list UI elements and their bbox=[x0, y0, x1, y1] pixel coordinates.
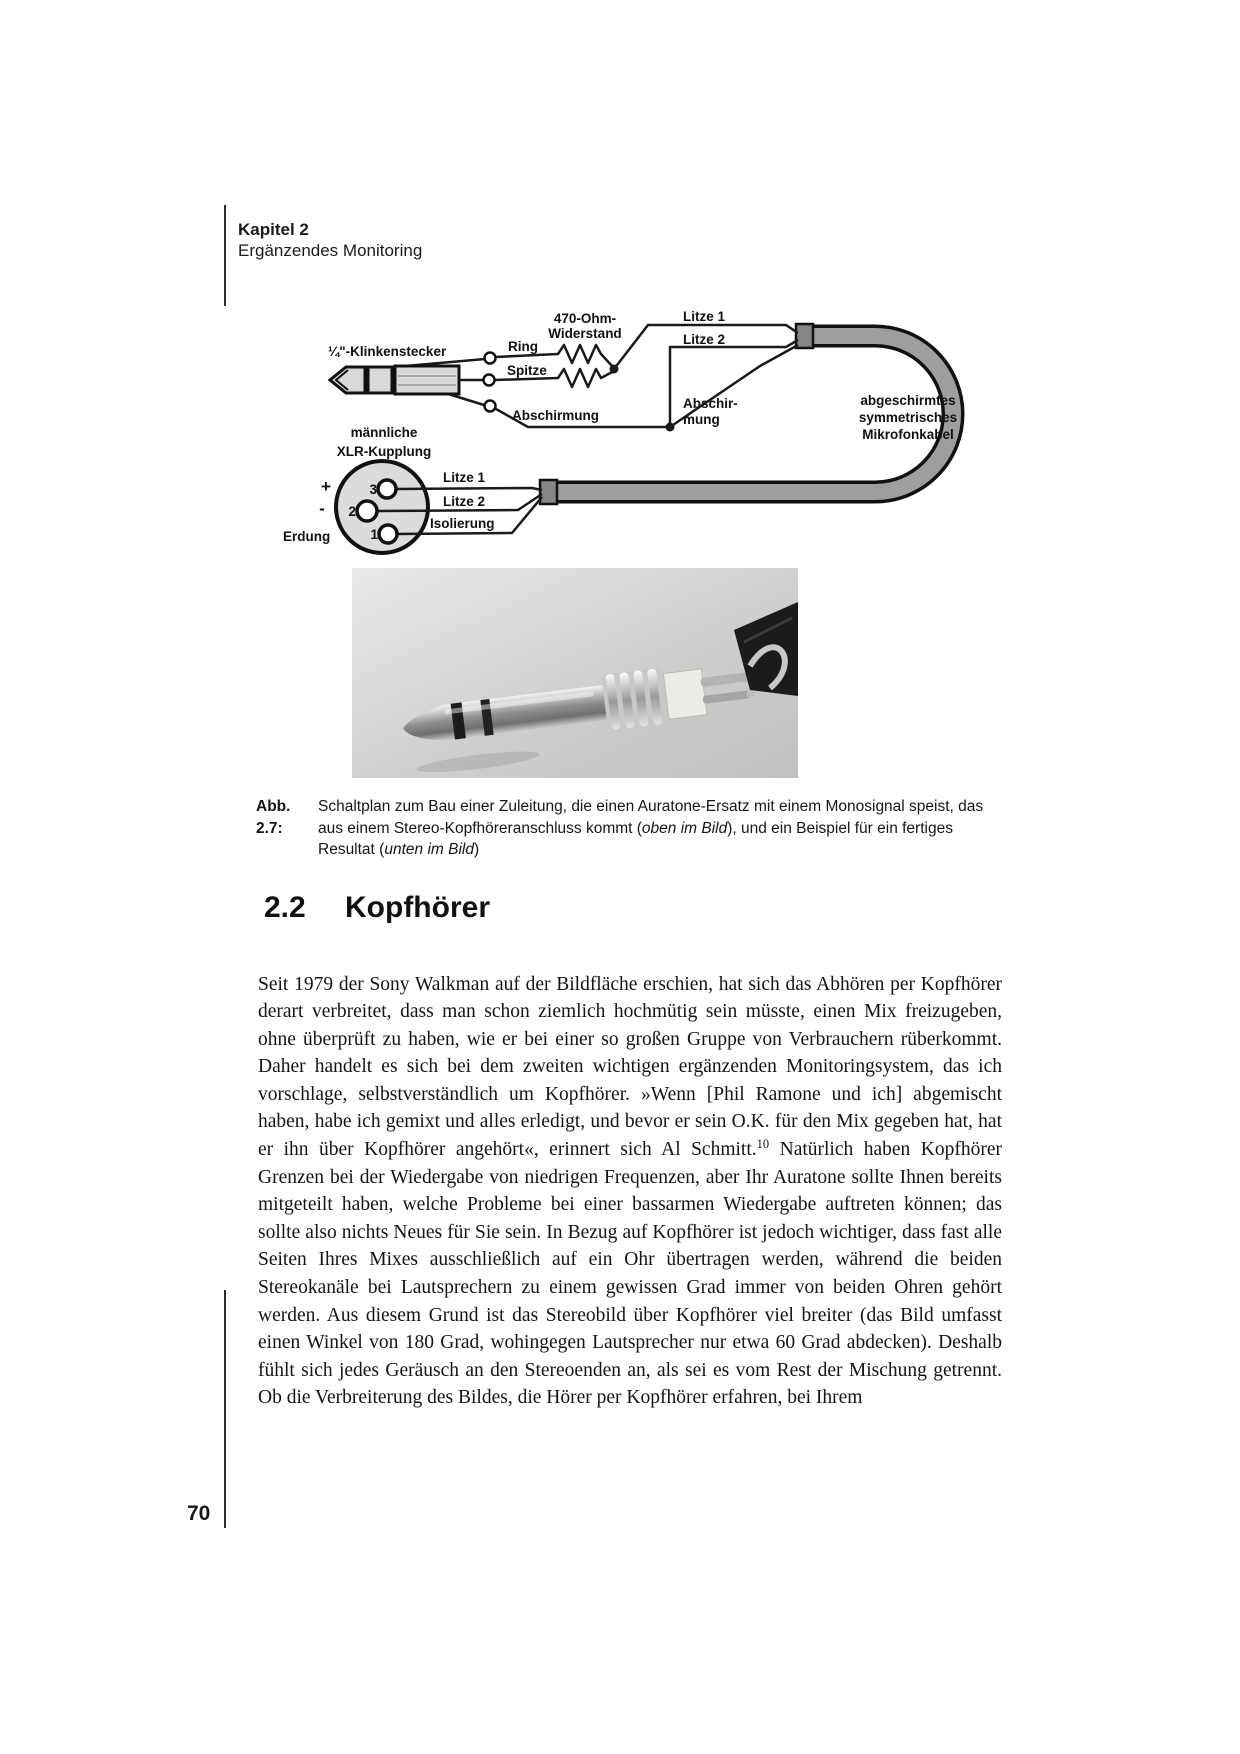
label-abschirmung-plug: Abschirmung bbox=[512, 408, 600, 423]
section-heading bbox=[264, 890, 490, 926]
label-pin2: 2 bbox=[348, 504, 356, 519]
wiring-diagram bbox=[280, 298, 980, 560]
caption-italic2: unten im Bild bbox=[384, 841, 474, 858]
photo-insulator bbox=[663, 669, 706, 719]
label-cable-1: abgeschirmtes bbox=[860, 393, 956, 408]
label-erdung: Erdung bbox=[283, 529, 331, 544]
xlr-pin-3 bbox=[378, 480, 396, 498]
photo-background bbox=[352, 568, 798, 778]
label-ring: Ring bbox=[508, 339, 538, 354]
caption-label: Abb. 2.7: bbox=[256, 798, 291, 837]
label-minus: - bbox=[319, 499, 325, 518]
label-pin1: 1 bbox=[370, 527, 378, 542]
figure-caption bbox=[256, 796, 1004, 861]
label-xlr-1: männliche bbox=[350, 425, 418, 440]
plug-ring-segment bbox=[368, 367, 392, 393]
terminal-tip bbox=[484, 375, 495, 386]
label-cable-2: symmetrisches bbox=[858, 410, 958, 425]
label-xlr-2: XLR-Kupplung bbox=[336, 444, 432, 459]
caption-part3: ) bbox=[473, 841, 480, 858]
body-part2: Natürlich haben Kopfhörer Grenzen bei der Wiedergabe von niedrigen Frequenzen, aber Ihr Auratone sollte Ihnen bereits mitgeteilt haben, welche Probleme bei einer bassarmen Wiedergabe auftreten können; das sollte also nichts Neues für Sie sein. In Bezug auf Kopfhörer ist jedoch wichtiger, dass fast alle Seiten Ihres Mixes ausschließlich auf ein Ohr übertragen werden, während die beiden Stereokanäle bei Lautsprechern zu einem gewissen Grad immer von beiden Ohren gehört werden. Aus diesem Grund ist das Stereobild über Kopfhörer viel breiter (das Bild umfasst einen Winkel von 180 Grad, wohingegen Lautsprecher nur etwa 60 Grad abdecken). Deshalb fühlt sich jedes Geräusch an den Stereoenden an, als sei es vom Rest der Mischung getrennt. Ob die Verbreiterung des Bildes, die Hörer per Kopfhörer erfahren, bei Ihrem bbox=[258, 1139, 1002, 1409]
label-isolierung: Isolierung bbox=[430, 516, 495, 531]
header-rule bbox=[224, 205, 226, 306]
xlr-drawing bbox=[336, 461, 542, 553]
footnote-reference: 10 bbox=[756, 1137, 770, 1152]
page-number: 70 bbox=[187, 1502, 211, 1525]
label-litze2-top: Litze 2 bbox=[683, 332, 726, 347]
label-abschir: Abschir- bbox=[683, 396, 738, 411]
chapter-label: Kapitel 2 bbox=[238, 220, 309, 239]
label-resistor-1: 470-Ohm- bbox=[553, 311, 617, 326]
section-number: 2.2 bbox=[264, 891, 306, 924]
running-head bbox=[238, 219, 422, 261]
label-litze1-bottom: Litze 1 bbox=[443, 470, 486, 485]
cable-end-top bbox=[796, 324, 813, 348]
chapter-title: Ergänzendes Monitoring bbox=[238, 241, 423, 260]
label-pin3: 3 bbox=[369, 482, 377, 497]
terminal-ring bbox=[485, 353, 496, 364]
trs-plug-photo bbox=[352, 568, 798, 778]
label-resistor-2: Widerstand bbox=[548, 326, 622, 341]
label-mung: mung bbox=[683, 412, 720, 427]
caption-italic1: oben im Bild bbox=[641, 819, 728, 837]
label-litze2-bottom: Litze 2 bbox=[443, 494, 486, 509]
xlr-pin-2 bbox=[357, 501, 377, 521]
label-quarter-inch-plug: ¼"-Klinkenstecker bbox=[328, 344, 447, 359]
terminal-shield bbox=[485, 401, 496, 412]
label-plus: + bbox=[321, 477, 331, 496]
footer-rule bbox=[224, 1290, 226, 1528]
caption-part2: ), und ein Beispiel für ein fertiges Resultat ( bbox=[318, 819, 953, 858]
label-litze1-top: Litze 1 bbox=[683, 309, 726, 324]
label-spitze: Spitze bbox=[507, 363, 547, 378]
plug-sleeve bbox=[395, 366, 459, 394]
label-cable-3: Mikrofonkabel bbox=[862, 427, 954, 442]
caption-text bbox=[318, 796, 1004, 861]
body-paragraph bbox=[258, 971, 1002, 1413]
xlr-pin-1 bbox=[379, 525, 397, 543]
caption-part1: Schaltplan zum Bau einer Zuleitung, die einen Auratone-Ersatz mit einem Monosignal speist, das aus einem Stereo-Kopfhöreranschluss kommt ( bbox=[318, 798, 984, 837]
body-part1: Seit 1979 der Sony Walkman auf der Bildfläche erschien, hat sich das Abhören per Kopfhörer derart verbreitet, dass man schon ziemlich hochmütig sein müsste, einen Mix freizugeben, ohne überprüft zu haben, wie er bei einer so großen Gruppe von Verbrauchern rüberkommt. Daher handelt es sich bei dem zweiten wichtigen ergänzenden Monitoringsystem, das ich vorschlage, selbstverständlich um Kopfhörer. »Wenn [Phil Ramone und ich] abgemischt haben, habe ich gemixt und alles erledigt, und bevor er sein O.K. für den Mix gegeben hat, hat er ihn über Kopfhörer angehört«, erinnert sich Al Schmitt. bbox=[258, 973, 1002, 1161]
section-title: Kopfhörer bbox=[345, 891, 490, 924]
cable-end-bottom bbox=[540, 480, 557, 504]
